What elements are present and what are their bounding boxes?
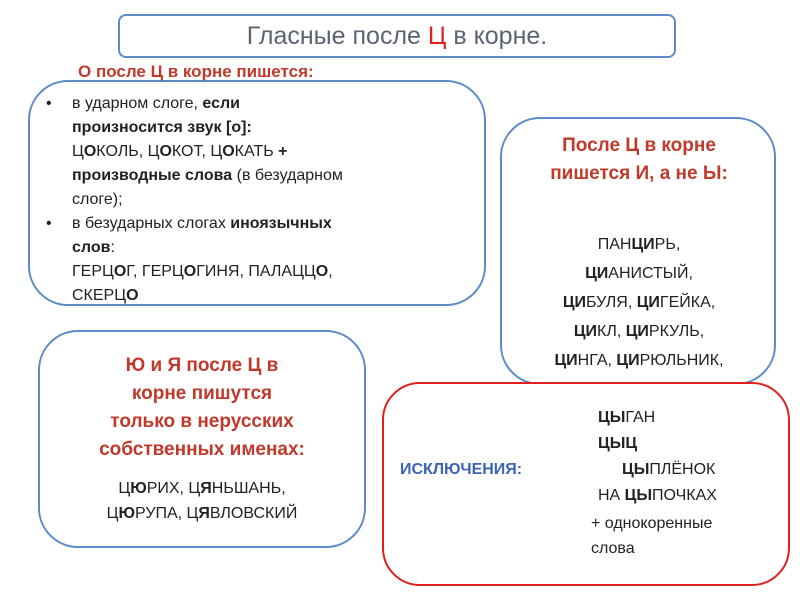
text-bold: производные слова bbox=[72, 167, 233, 184]
example-line bbox=[52, 476, 352, 501]
example-line bbox=[515, 288, 763, 317]
bullet: • bbox=[46, 215, 52, 232]
exceptions-label: ИСКЛЮЧЕНИЯ: bbox=[400, 461, 523, 478]
heading-line: только в нерусских bbox=[110, 411, 294, 432]
w-vowel: О bbox=[222, 143, 235, 160]
heading-line: пишется И, а не Ы: bbox=[550, 163, 728, 184]
title-text-end: в корне. bbox=[446, 22, 548, 50]
w-vowel: О bbox=[113, 263, 127, 280]
w: ПОЧКАХ bbox=[652, 487, 717, 504]
w: КОЛЬ, bbox=[96, 143, 148, 160]
w-vowel: ЦИ bbox=[554, 352, 578, 369]
w: РУПА, bbox=[135, 505, 187, 522]
example-words bbox=[46, 260, 343, 284]
w: АНИСТЫЙ, bbox=[608, 265, 693, 282]
text-bold: слов bbox=[72, 239, 111, 256]
w: ГАН bbox=[625, 409, 656, 426]
w-vowel: Ю bbox=[130, 480, 147, 497]
w-bold: ЦЫ bbox=[598, 409, 626, 426]
w-vowel: Я bbox=[198, 505, 210, 522]
title-letter: Ц bbox=[427, 22, 447, 50]
exception-note: слова bbox=[591, 540, 635, 557]
text: в ударном слоге, bbox=[72, 95, 203, 112]
heading-line: собственных именах: bbox=[99, 439, 305, 460]
w: Ц bbox=[72, 143, 84, 160]
w: НГА, bbox=[577, 352, 617, 369]
w: РКУЛЬ, bbox=[648, 323, 705, 340]
w: Ц bbox=[188, 480, 201, 497]
w-vowel: ЦИ bbox=[631, 236, 655, 253]
w: ГЕРЦ bbox=[141, 263, 184, 280]
w: КАТЬ bbox=[234, 143, 279, 160]
w: Ц bbox=[147, 143, 160, 160]
rule-yu-heading bbox=[52, 352, 352, 464]
example-line bbox=[52, 501, 352, 526]
list-item bbox=[46, 92, 343, 116]
exceptions-box bbox=[382, 382, 790, 586]
example-line bbox=[515, 230, 763, 259]
example-line bbox=[515, 346, 763, 375]
heading-line: После Ц в корне bbox=[562, 135, 716, 156]
w: РИХ, bbox=[146, 480, 189, 497]
heading-line: Ю и Я после Ц в bbox=[125, 355, 279, 376]
heading-line: корне пишутся bbox=[131, 383, 273, 404]
w-vowel: ЦИ bbox=[636, 294, 660, 311]
w: ПАН bbox=[597, 236, 632, 253]
list-line: слоге); bbox=[72, 191, 123, 208]
w: ГЕРЦ bbox=[72, 263, 114, 280]
text-bold: иноязычных bbox=[230, 215, 332, 232]
exception-item bbox=[598, 487, 717, 505]
list-line bbox=[46, 236, 343, 260]
example-line bbox=[515, 259, 763, 288]
w-vowel: О bbox=[183, 263, 197, 280]
w: Г, bbox=[126, 263, 142, 280]
text: в безударных слогах bbox=[72, 215, 231, 232]
rule-o-body bbox=[46, 92, 343, 308]
rule-yu-examples bbox=[52, 476, 352, 526]
plus: + bbox=[278, 143, 288, 160]
w: РЮЛЬНИК, bbox=[639, 352, 724, 369]
w: ВЛОВСКИЙ bbox=[209, 505, 298, 522]
w: Ц bbox=[118, 480, 131, 497]
text: : bbox=[110, 239, 115, 256]
exception-note: + однокоренные bbox=[591, 515, 713, 532]
w: ПАЛАЦЦ bbox=[248, 263, 316, 280]
w: КЛ, bbox=[597, 323, 626, 340]
w: НЬШАНЬ, bbox=[211, 480, 286, 497]
w-vowel: ЦИ bbox=[625, 323, 649, 340]
list-line bbox=[46, 164, 343, 188]
w: КОТ, bbox=[171, 143, 211, 160]
rule-i-examples bbox=[515, 230, 763, 404]
w: НА bbox=[598, 487, 625, 504]
w-vowel: ЦИ bbox=[562, 294, 586, 311]
w-vowel: Ю bbox=[118, 505, 135, 522]
page-title bbox=[118, 14, 676, 58]
w: Ц bbox=[210, 143, 223, 160]
w-vowel: ЦИ bbox=[585, 265, 609, 282]
w: ПЛЁНОК bbox=[649, 461, 716, 478]
example-words bbox=[46, 284, 343, 308]
w-bold: ЦЫ bbox=[624, 487, 653, 504]
w-vowel: ЦИ bbox=[573, 323, 598, 340]
text: (в безударном bbox=[232, 167, 343, 184]
exception-item bbox=[622, 461, 715, 479]
w-vowel: О bbox=[126, 287, 139, 304]
rule-o-heading: О после Ц в корне пишется: bbox=[78, 62, 314, 81]
exception-item bbox=[598, 409, 655, 427]
list-line: произносится звук [о]: bbox=[72, 119, 252, 136]
w: Ц bbox=[106, 505, 119, 522]
list-item bbox=[46, 212, 343, 236]
w-vowel: ЦИ bbox=[616, 352, 640, 369]
w: Ц bbox=[186, 505, 199, 522]
w-bold: ЦЫ bbox=[622, 461, 650, 478]
w: ГИНЯ, bbox=[196, 263, 249, 280]
w: ГЕЙКА, bbox=[659, 294, 716, 311]
example-line bbox=[515, 317, 763, 346]
exception-item: ЦЫЦ bbox=[598, 435, 638, 452]
w-vowel: О bbox=[83, 143, 97, 160]
rule-i-heading bbox=[515, 132, 763, 188]
text-bold: если bbox=[202, 95, 241, 112]
w: СКЕРЦ bbox=[72, 287, 127, 304]
example-words bbox=[46, 140, 343, 164]
bullet: • bbox=[46, 95, 52, 112]
w: БУЛЯ, bbox=[586, 294, 637, 311]
w: , bbox=[328, 263, 333, 280]
title-text: Гласные после bbox=[246, 22, 428, 50]
w-vowel: Я bbox=[200, 480, 212, 497]
w-vowel: О bbox=[159, 143, 172, 160]
w: РЬ, bbox=[654, 236, 681, 253]
w-vowel: О bbox=[315, 263, 329, 280]
